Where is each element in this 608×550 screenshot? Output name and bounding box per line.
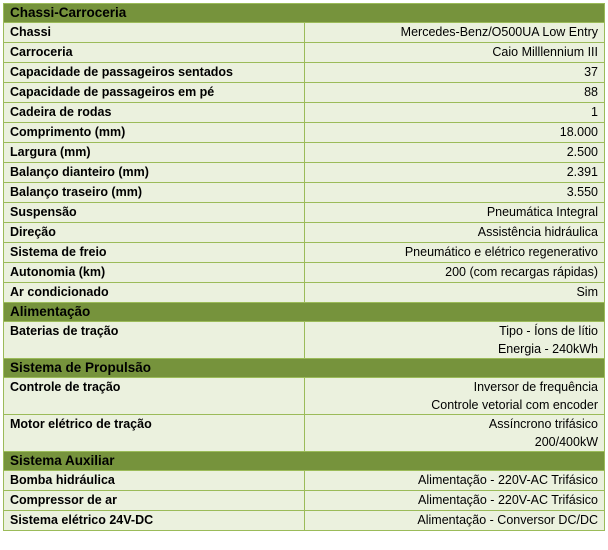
row-label: Comprimento (mm) bbox=[4, 123, 305, 143]
row-value-line: Assíncrono trifásico bbox=[488, 417, 598, 431]
table-row bbox=[4, 378, 605, 415]
table-row bbox=[4, 243, 605, 263]
row-label: Capacidade de passageiros sentados bbox=[4, 63, 305, 83]
table-row bbox=[4, 103, 605, 123]
row-value bbox=[304, 322, 605, 359]
row-value: 18.000 bbox=[304, 123, 605, 143]
section-header bbox=[4, 303, 605, 322]
row-label: Balanço dianteiro (mm) bbox=[4, 163, 305, 183]
table-row bbox=[4, 83, 605, 103]
row-value: 2.391 bbox=[304, 163, 605, 183]
row-value: 1 bbox=[304, 103, 605, 123]
table-row bbox=[4, 183, 605, 203]
table-row bbox=[4, 491, 605, 511]
row-label: Balanço traseiro (mm) bbox=[4, 183, 305, 203]
row-value: Alimentação - Conversor DC/DC bbox=[304, 511, 605, 531]
row-value: Pneumática Integral bbox=[304, 203, 605, 223]
section-header bbox=[4, 4, 605, 23]
section-title: Chassi-Carroceria bbox=[4, 4, 605, 23]
row-label: Ar condicionado bbox=[4, 283, 305, 303]
table-row bbox=[4, 511, 605, 531]
row-label: Chassi bbox=[4, 23, 305, 43]
row-label: Baterias de tração bbox=[4, 322, 305, 359]
row-label: Sistema elétrico 24V-DC bbox=[4, 511, 305, 531]
row-label: Direção bbox=[4, 223, 305, 243]
table-row bbox=[4, 471, 605, 491]
table-row bbox=[4, 63, 605, 83]
row-label: Carroceria bbox=[4, 43, 305, 63]
table-row bbox=[4, 123, 605, 143]
row-label: Autonomia (km) bbox=[4, 263, 305, 283]
row-value-line: Inversor de frequência bbox=[473, 380, 598, 394]
row-label: Suspensão bbox=[4, 203, 305, 223]
table-row bbox=[4, 283, 605, 303]
table-row bbox=[4, 322, 605, 359]
table-row bbox=[4, 223, 605, 243]
row-value-line: Energia - 240kWh bbox=[497, 342, 598, 356]
row-value-line: Tipo - Íons de lítio bbox=[499, 324, 598, 338]
row-label: Controle de tração bbox=[4, 378, 305, 415]
row-label: Compressor de ar bbox=[4, 491, 305, 511]
row-value: Alimentação - 220V-AC Trifásico bbox=[304, 471, 605, 491]
row-value bbox=[304, 378, 605, 415]
table-row bbox=[4, 263, 605, 283]
row-value: Assistência hidráulica bbox=[304, 223, 605, 243]
row-value: 3.550 bbox=[304, 183, 605, 203]
specification-table bbox=[3, 3, 605, 531]
table-row bbox=[4, 203, 605, 223]
row-value bbox=[304, 415, 605, 452]
table-row bbox=[4, 43, 605, 63]
row-value-line: Controle vetorial com encoder bbox=[431, 398, 598, 412]
row-value: Pneumático e elétrico regenerativo bbox=[304, 243, 605, 263]
row-label: Cadeira de rodas bbox=[4, 103, 305, 123]
section-title: Alimentação bbox=[4, 303, 605, 322]
row-value: 88 bbox=[304, 83, 605, 103]
row-value: Sim bbox=[304, 283, 605, 303]
row-label: Sistema de freio bbox=[4, 243, 305, 263]
section-header bbox=[4, 452, 605, 471]
row-value: Caio Milllennium III bbox=[304, 43, 605, 63]
row-label: Motor elétrico de tração bbox=[4, 415, 305, 452]
row-value: 2.500 bbox=[304, 143, 605, 163]
table-row bbox=[4, 143, 605, 163]
table-row bbox=[4, 163, 605, 183]
section-title: Sistema Auxiliar bbox=[4, 452, 605, 471]
section-title: Sistema de Propulsão bbox=[4, 359, 605, 378]
row-value: Alimentação - 220V-AC Trifásico bbox=[304, 491, 605, 511]
table-row bbox=[4, 23, 605, 43]
row-value: 200 (com recargas rápidas) bbox=[304, 263, 605, 283]
row-label: Bomba hidráulica bbox=[4, 471, 305, 491]
section-header bbox=[4, 359, 605, 378]
row-value: Mercedes-Benz/O500UA Low Entry bbox=[304, 23, 605, 43]
row-value-line: 200/400kW bbox=[534, 435, 598, 449]
row-label: Largura (mm) bbox=[4, 143, 305, 163]
row-label: Capacidade de passageiros em pé bbox=[4, 83, 305, 103]
table-row bbox=[4, 415, 605, 452]
row-value: 37 bbox=[304, 63, 605, 83]
